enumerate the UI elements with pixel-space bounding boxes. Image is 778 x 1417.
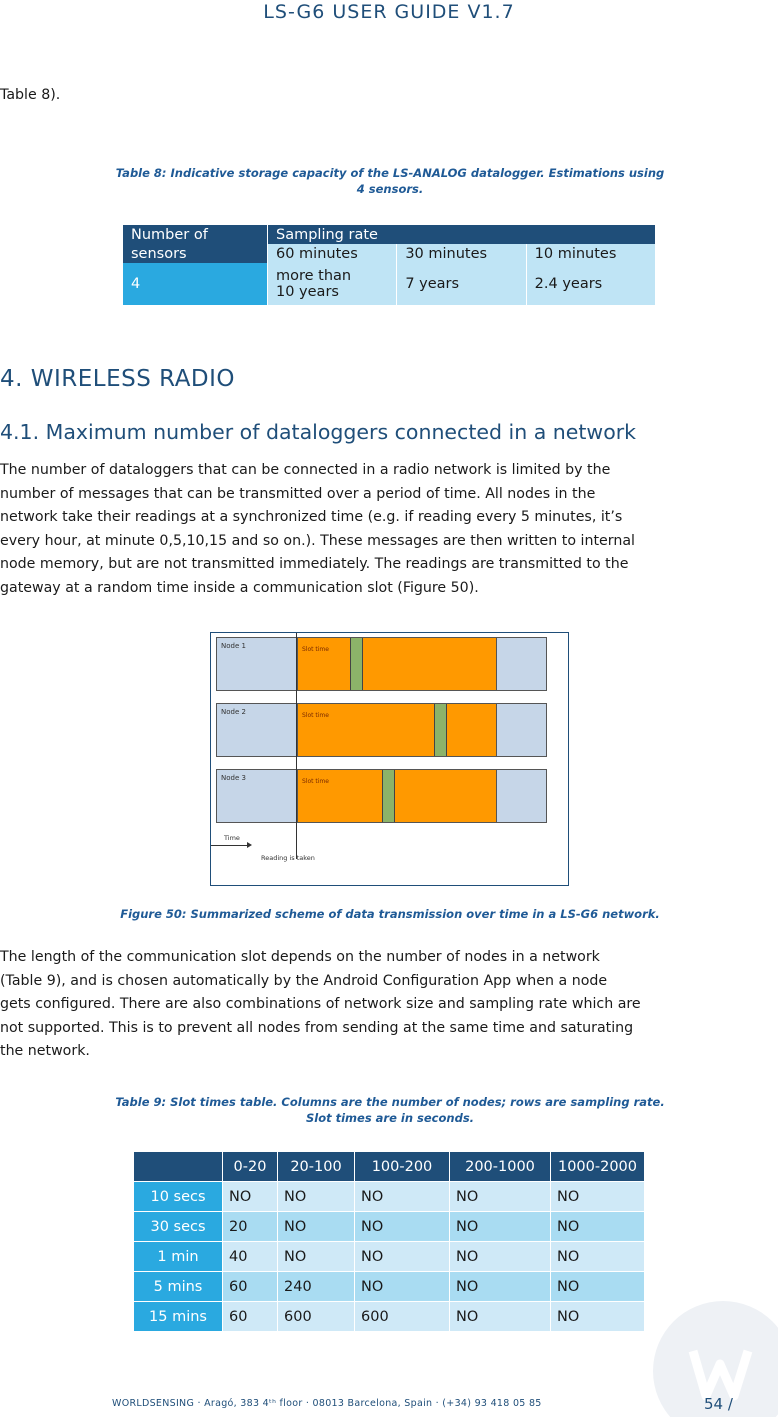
paragraph-line: The length of the communication slot depends on the number of nodes in a network: [0, 949, 600, 965]
slot-times-table: [133, 1151, 645, 1332]
reading-taken-label: Reading is taken: [261, 854, 315, 862]
table8-cell-10min: 2.4 years: [526, 263, 655, 305]
table9-cell: NO: [355, 1242, 450, 1272]
table9-cell: 60: [223, 1272, 278, 1302]
table9-cell: NO: [551, 1242, 645, 1272]
figure50-caption: Figure 50: Summarized scheme of data transmission over time in a LS-G6 network.: [120, 907, 660, 921]
storage-capacity-table: [123, 225, 656, 305]
table8-sensors-cell: 4: [123, 263, 268, 305]
table9-cell: NO: [278, 1182, 355, 1212]
node-row: [216, 769, 547, 823]
slot-time-block: [297, 638, 497, 690]
table9-cell: NO: [551, 1302, 645, 1332]
table9-row-header: 30 secs: [134, 1212, 223, 1242]
subsection-title: 4.1. Maximum number of dataloggers connected in a network: [0, 420, 637, 444]
node-label: Node 3: [221, 774, 246, 782]
table8-header-col1-line2: sensors: [123, 244, 268, 263]
node-row: [216, 637, 547, 691]
table9-column-header: 1000-2000: [551, 1152, 645, 1182]
table9-cell: 60: [223, 1302, 278, 1332]
paragraph-line: network take their readings at a synchronized time (e.g. if reading every 5 minutes, it’s: [0, 509, 623, 525]
document-header-title: LS-G6 USER GUIDE V1.7: [263, 1, 515, 23]
slot-paragraph: [0, 946, 778, 1064]
table8-cell-60min: [268, 263, 397, 305]
paragraph-line: The number of dataloggers that can be connected in a radio network is limited by the: [0, 462, 611, 478]
table-row: [134, 1302, 645, 1332]
table9-cell: NO: [551, 1272, 645, 1302]
node-row: [216, 703, 547, 757]
table9-cell: NO: [355, 1182, 450, 1212]
table9-cell: NO: [450, 1272, 551, 1302]
paragraph-line: number of messages that can be transmitted over a period of time. All nodes in the: [0, 485, 596, 502]
table9-cell: 240: [278, 1272, 355, 1302]
section-title: 4. WIRELESS RADIO: [0, 366, 236, 392]
paragraph-line: not supported. This is to prevent all nodes from sending at the same time and saturating: [0, 1019, 634, 1036]
transmission-marker: [350, 638, 363, 690]
slot-time-label: Slot time: [302, 712, 329, 719]
paragraph-line: the network.: [0, 1043, 90, 1059]
table-row: [134, 1182, 645, 1212]
transmission-marker: [382, 770, 395, 822]
table8-subheader: 10 minutes: [526, 244, 655, 263]
table9-cell: NO: [450, 1302, 551, 1332]
slot-time-label: Slot time: [302, 778, 329, 785]
table9-cell: NO: [223, 1182, 278, 1212]
table9-cell: NO: [450, 1212, 551, 1242]
table-row: [134, 1272, 645, 1302]
paragraph-line: (Table 9), and is chosen automatically by the Android Configuration App when a node: [0, 972, 608, 989]
table9-row-header: 10 secs: [134, 1182, 223, 1212]
footer-contact: WORLDSENSING · Aragó, 383 4ᵗʰ floor · 08013 Barcelona, Spain · (+34) 93 418 05 85: [112, 1398, 542, 1409]
table9-column-header: 100-200: [355, 1152, 450, 1182]
table9-column-header: 0-20: [223, 1152, 278, 1182]
node-label: Node 1: [221, 642, 246, 650]
table9-row-header: 5 mins: [134, 1272, 223, 1302]
table9-cell: NO: [278, 1242, 355, 1272]
arrow-head-icon: [247, 842, 252, 848]
paragraph-line: every hour, at minute 0,5,10,15 and so on.). These messages are then written to internal: [0, 532, 635, 549]
section41-paragraph: [0, 459, 778, 600]
table9-caption-line2: Slot times are in seconds.: [305, 1111, 475, 1125]
slot-time-label: Slot time: [302, 646, 329, 653]
table9-cell: NO: [450, 1182, 551, 1212]
table8-cell-30min: 7 years: [397, 263, 526, 305]
paragraph-line: gateway at a random time inside a communication slot (Figure 50).: [0, 579, 479, 596]
transmission-marker: [434, 704, 447, 756]
table9-cell: NO: [355, 1212, 450, 1242]
figure-50-diagram: [210, 632, 569, 886]
reading-line: [296, 633, 297, 859]
table8-caption-line1: Table 8: Indicative storage capacity of the LS-ANALOG datalogger. Estimations using: [115, 166, 665, 180]
slot-time-block: [297, 770, 497, 822]
table8-header-group: Sampling rate: [268, 225, 656, 244]
node-label: Node 2: [221, 708, 246, 716]
time-arrow: [211, 845, 249, 846]
table9-column-header: 20-100: [278, 1152, 355, 1182]
slot-time-block: [297, 704, 497, 756]
paragraph-line: node memory, but are not transmitted immediately. The readings are transmitted to the: [0, 556, 629, 572]
table9-cell: 20: [223, 1212, 278, 1242]
table9-cell: 40: [223, 1242, 278, 1272]
intro-text: Table 8).: [0, 87, 61, 103]
table9-cell: NO: [551, 1212, 645, 1242]
page-number: 54 /: [704, 1395, 733, 1413]
table9-caption: [60, 1094, 720, 1126]
table9-cell: NO: [355, 1272, 450, 1302]
table9-caption-line1: Table 9: Slot times table. Columns are the number of nodes; rows are sampling rate.: [115, 1095, 665, 1109]
table8-caption: [60, 165, 720, 197]
table9-corner-cell: [134, 1152, 223, 1182]
paragraph-line: gets configured. There are also combinations of network size and sampling rate which are: [0, 996, 641, 1012]
table9-row-header: 1 min: [134, 1242, 223, 1272]
table8-cell-60min-line1: more than: [276, 268, 352, 284]
table9-cell: NO: [551, 1182, 645, 1212]
table-row: [134, 1212, 645, 1242]
table9-cell: 600: [278, 1302, 355, 1332]
table8-caption-line2: 4 sensors.: [356, 182, 424, 196]
table9-column-header: 200-1000: [450, 1152, 551, 1182]
table8-header-col1-line1: Number of: [123, 225, 268, 244]
time-label: Time: [224, 834, 240, 842]
table-row: [134, 1242, 645, 1272]
table9-cell: NO: [450, 1242, 551, 1272]
table9-cell: NO: [278, 1212, 355, 1242]
table8-cell-60min-line2: 10 years: [276, 284, 339, 300]
table9-cell: 600: [355, 1302, 450, 1332]
table8-subheader: 60 minutes: [268, 244, 397, 263]
table8-subheader: 30 minutes: [397, 244, 526, 263]
table9-row-header: 15 mins: [134, 1302, 223, 1332]
